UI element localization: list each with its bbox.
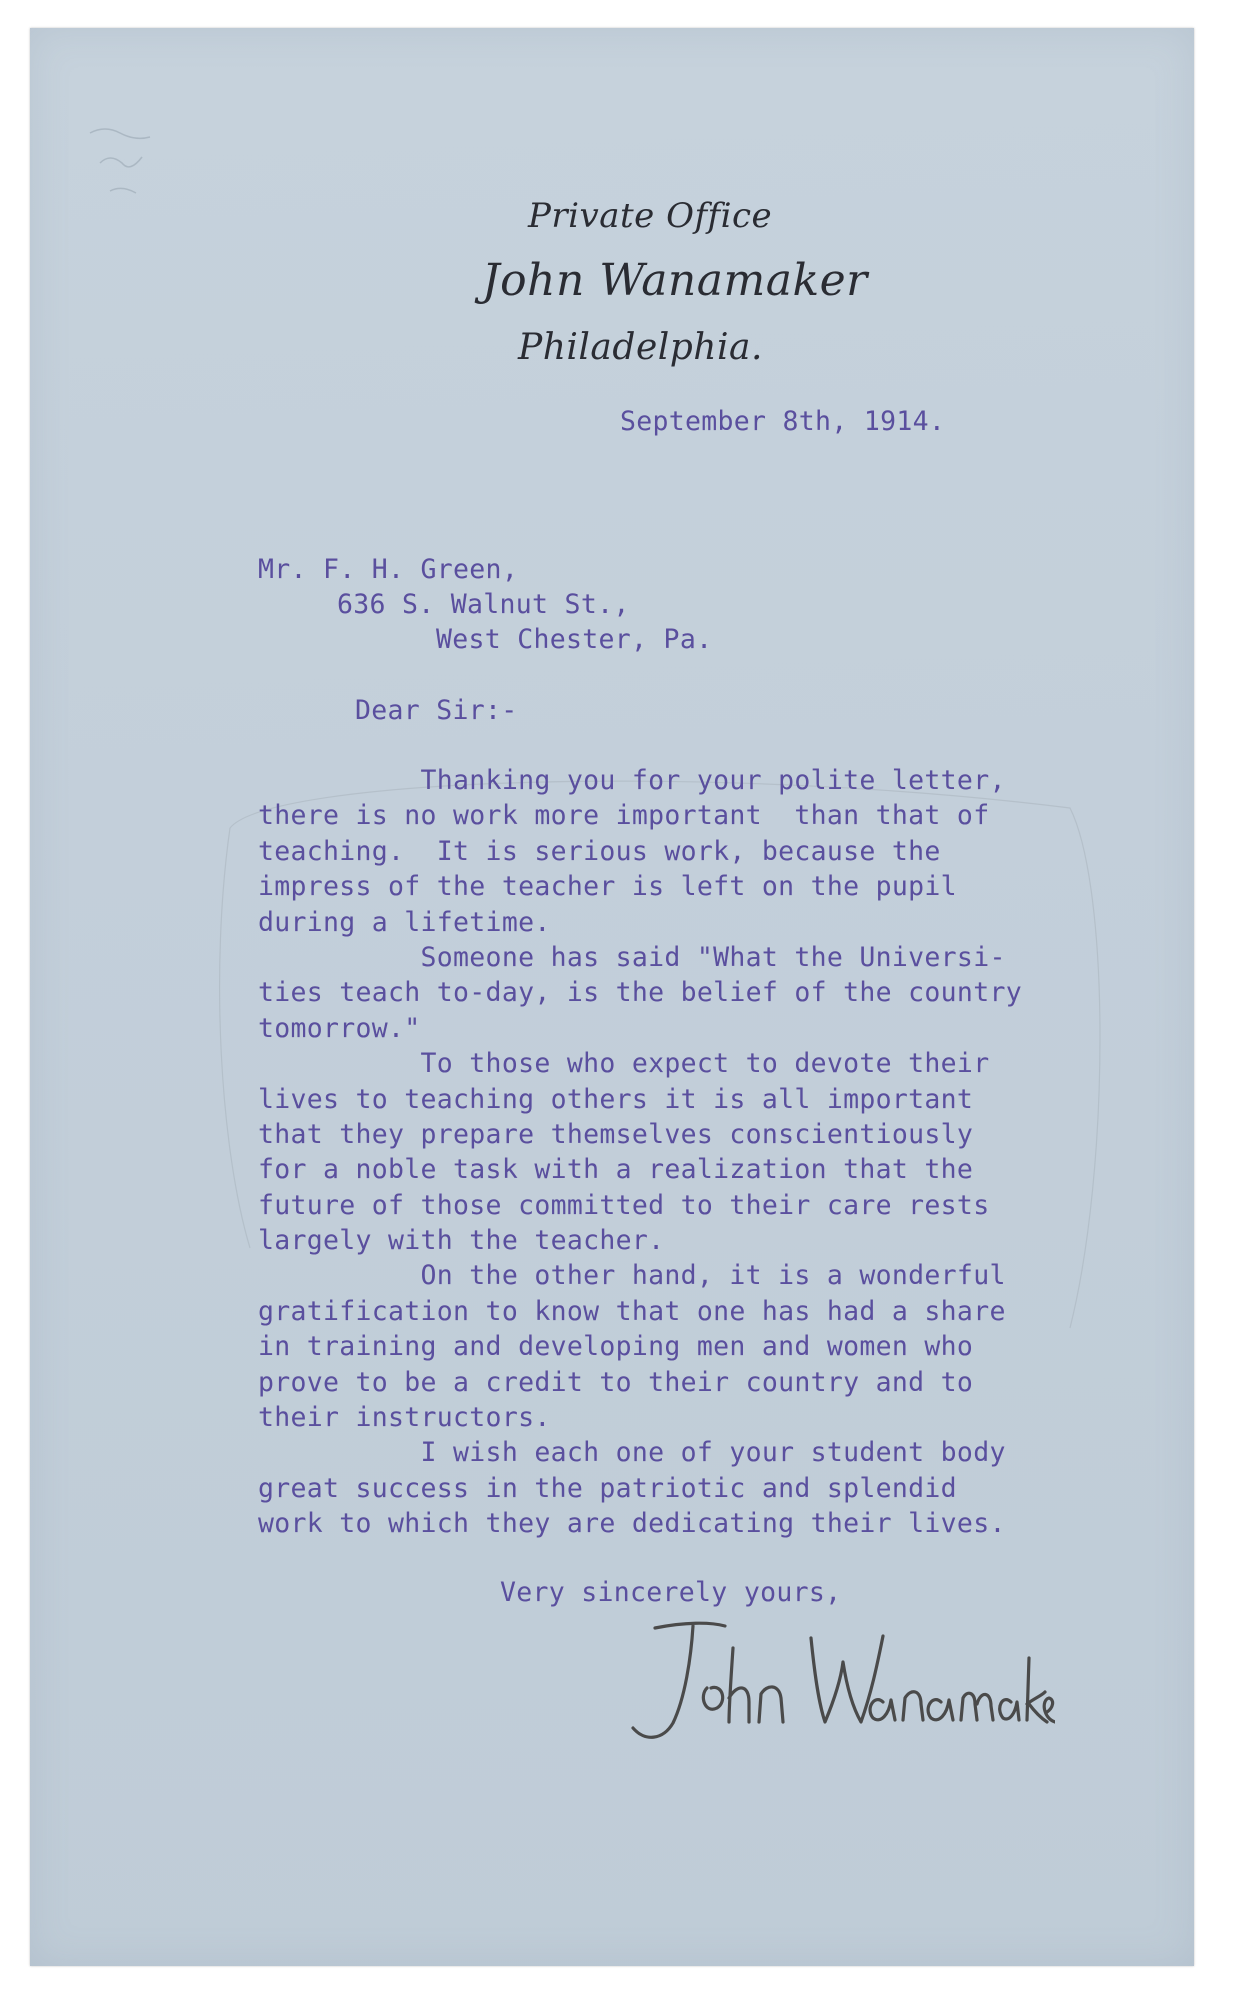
body-line: To those who expect to devote their (258, 1048, 990, 1080)
body-line: Thanking you for your polite letter, (258, 765, 1006, 796)
body-line: for a noble task with a realization that the (258, 1154, 974, 1186)
body-line: their instructors. (258, 1402, 551, 1434)
body-line: largely with the teacher. (258, 1225, 665, 1257)
body-line: Someone has said "What the Universi- (258, 941, 1006, 973)
salutation: Dear Sir:- (355, 695, 518, 726)
body-line: I wish each one of your student body (258, 1437, 1006, 1469)
recipient-city: West Chester, Pa. (436, 624, 713, 655)
body-line: tomorrow." (258, 1012, 421, 1044)
letter-date: September 8th, 1914. (620, 406, 946, 437)
body-line: lives to teaching others it is all important (258, 1083, 974, 1115)
body-line: ties teach to-day, is the belief of the country (258, 977, 1022, 1009)
letterhead-line-1: Private Office (528, 196, 773, 236)
body-line: future of those committed to their care rests (258, 1189, 990, 1221)
body-line: great success in the patriotic and splendid (258, 1472, 957, 1504)
recipient-name: Mr. F. H. Green, (258, 554, 519, 585)
body-line: in training and developing men and women who (258, 1331, 974, 1363)
letter-body (258, 763, 1118, 1542)
closing: Very sincerely yours, (500, 1577, 842, 1608)
pencil-notation-mark (80, 103, 230, 213)
letterhead-line-3: Philadelphia. (518, 327, 763, 368)
body-line: there is no work more important than that of (258, 800, 990, 832)
body-line: On the other hand, it is a wonderful (258, 1260, 1006, 1292)
body-line: teaching. It is serious work, because the (258, 835, 941, 867)
handwritten-signature (615, 1618, 1055, 1748)
body-line: that they prepare themselves conscientiously (258, 1118, 974, 1150)
letterhead-line-2: John Wanamaker (482, 255, 868, 306)
recipient-street: 636 S. Walnut St., (337, 589, 630, 620)
body-line: prove to be a credit to their country and to (258, 1366, 974, 1398)
body-line: gratification to know that one has had a share (258, 1295, 1006, 1327)
body-line: work to which they are dedicating their lives. (258, 1508, 1006, 1540)
body-line: impress of the teacher is left on the pupil (258, 871, 957, 903)
body-line: during a lifetime. (258, 906, 551, 938)
letter-paper (30, 28, 1194, 1966)
